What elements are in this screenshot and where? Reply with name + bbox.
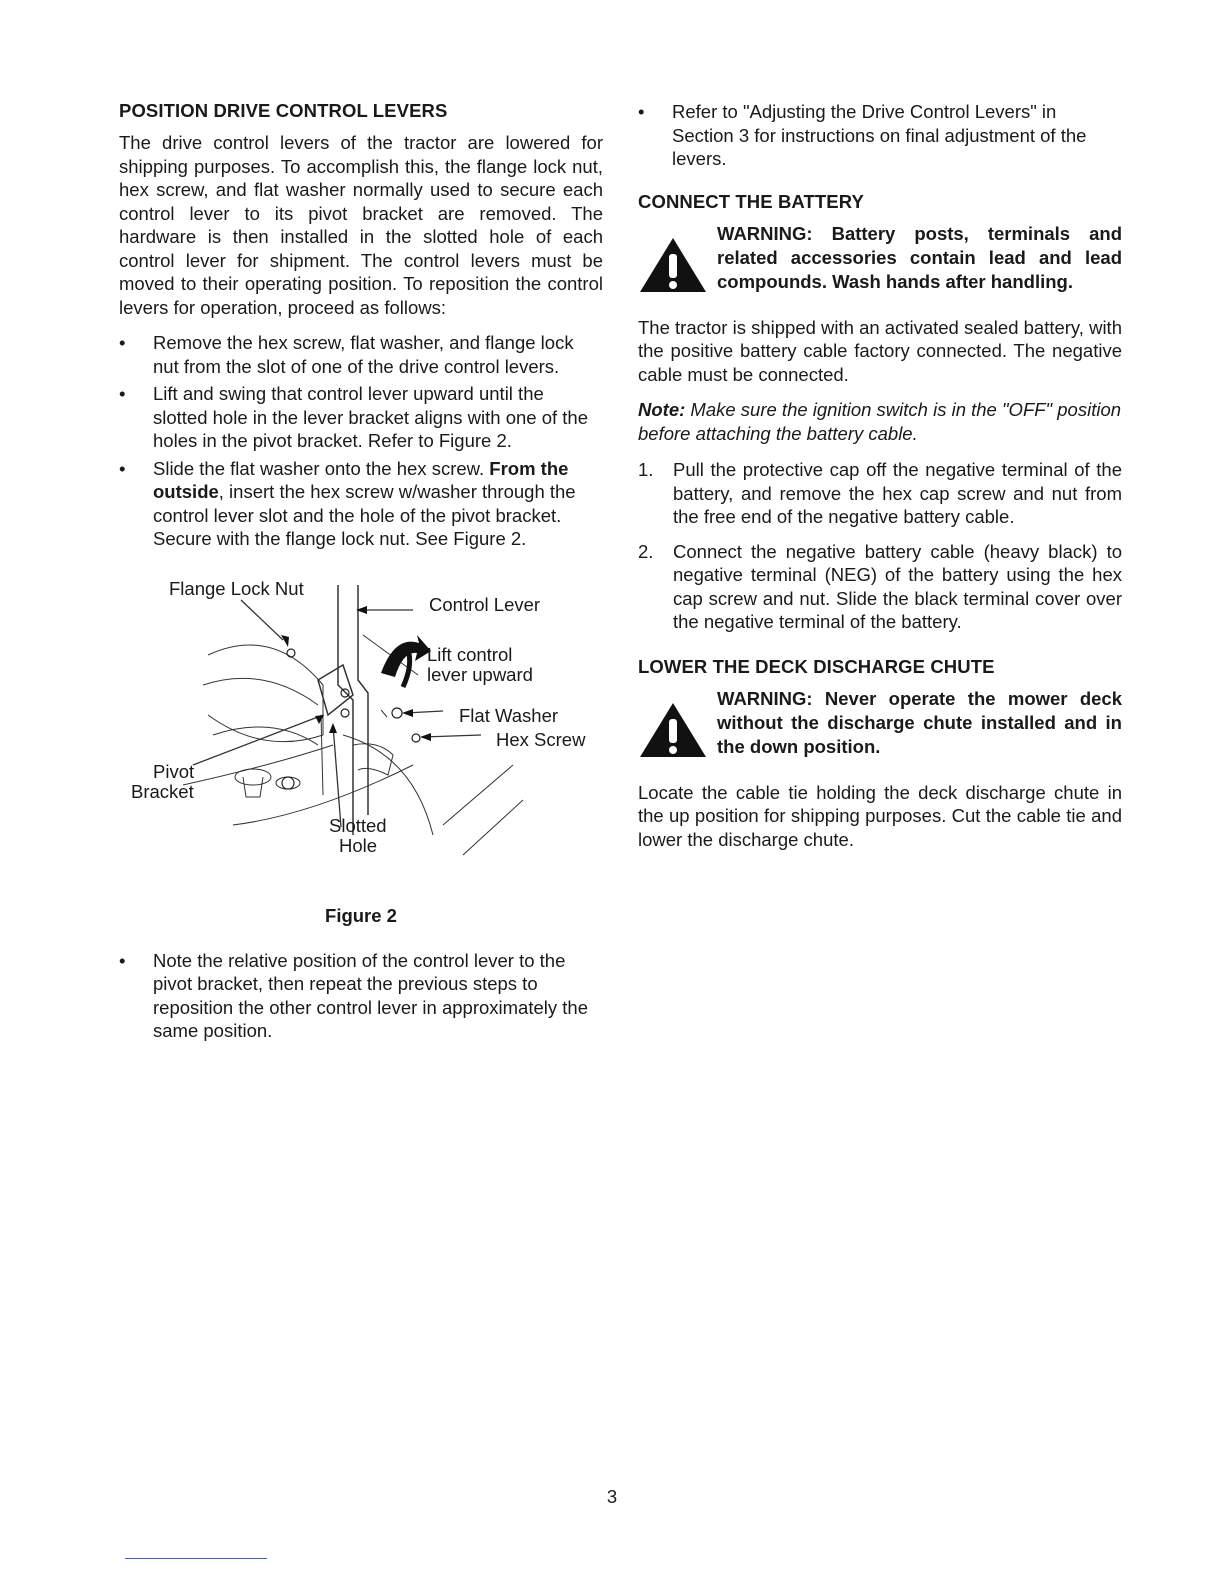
arrowhead bbox=[281, 635, 289, 647]
step-text: Connect the negative battery cable (heavy black) to negative terminal (NEG) of the battery using the hex cap screw and nut. Slide the black terminal cover over the negative terminal of the battery. bbox=[673, 540, 1122, 632]
list-item-text: Note the relative position of the control lever to the pivot bracket, then repeat the previous steps to reposition the other control lever in approximately the same position. bbox=[153, 949, 588, 1041]
step-number: 2. bbox=[638, 540, 654, 562]
leader-line bbox=[241, 600, 283, 640]
list-item bbox=[119, 382, 603, 453]
clip bbox=[353, 743, 393, 774]
list-item-text: , insert the hex screw w/washer through the control lever slot and the hole of the pivot bracket. Secure with the flange lock nut. See Figure 2. bbox=[153, 481, 576, 549]
warning-text: WARNING: Never operate the mower deck without the discharge chute installed and in the down position. bbox=[717, 687, 1122, 757]
instruction-list bbox=[119, 949, 603, 1043]
leader-line bbox=[333, 725, 341, 827]
lift-arrow-icon bbox=[381, 635, 431, 677]
knob bbox=[235, 769, 271, 785]
bullet-symbol: • bbox=[119, 457, 126, 479]
hex-screw bbox=[412, 734, 420, 742]
leader-line bbox=[423, 735, 481, 737]
fender-line bbox=[463, 800, 523, 855]
flat-washer bbox=[392, 708, 402, 718]
section-heading-chute: LOWER THE DECK DISCHARGE CHUTE bbox=[638, 655, 995, 677]
list-item-text: Remove the hex screw, flat washer, and flange lock nut from the slot of one of the drive control levers. bbox=[153, 332, 574, 377]
bullet-symbol: • bbox=[638, 101, 645, 122]
leader-line bbox=[381, 710, 387, 717]
note bbox=[638, 398, 1122, 445]
instruction-list bbox=[119, 331, 603, 551]
flange-lock-nut bbox=[287, 649, 295, 657]
knob-base bbox=[276, 777, 300, 789]
control-lever bbox=[358, 585, 368, 815]
instruction-list bbox=[638, 100, 1122, 171]
list-item bbox=[119, 949, 603, 1043]
bullet-symbol: • bbox=[119, 332, 126, 353]
label-flat-washer: Flat Washer bbox=[459, 704, 559, 726]
seat-line bbox=[203, 678, 318, 705]
step-item bbox=[638, 458, 1122, 529]
label-control-lever: Control Lever bbox=[429, 593, 541, 615]
battery-steps bbox=[638, 458, 1122, 634]
label-hex-screw: Hex Screw bbox=[496, 728, 586, 750]
page-number: 3 bbox=[606, 1486, 618, 1507]
label-bracket: Bracket bbox=[131, 780, 194, 802]
label-flange-lock-nut: Flange Lock Nut bbox=[169, 577, 304, 599]
warning-icon bbox=[638, 701, 708, 759]
section-heading-battery: CONNECT THE BATTERY bbox=[638, 190, 864, 212]
list-item-text: Lift and swing that control lever upward until the slotted hole in the lever bracket aligns with one of the holes in the pivot bracket. Refer to Figure 2. bbox=[153, 383, 589, 451]
bullet-symbol: • bbox=[119, 383, 126, 404]
knob bbox=[243, 777, 263, 797]
label-pivot: Pivot bbox=[153, 760, 195, 782]
note-text: Make sure the ignition switch is in the "OFF" position before attaching the battery cable. bbox=[638, 399, 1122, 444]
deck-line bbox=[183, 745, 333, 785]
fender-line bbox=[443, 765, 513, 825]
step-text: Pull the protective cap off the negative terminal of the battery, and remove the hex cap screw and nut from the free end of the negative battery cable. bbox=[673, 459, 1122, 527]
figure-caption: Figure 2 bbox=[325, 904, 397, 926]
footer-divider bbox=[125, 1558, 267, 1559]
section-heading-drive-levers: POSITION DRIVE CONTROL LEVERS bbox=[119, 100, 448, 121]
intro-paragraph: The drive control levers of the tractor are lowered for shipping purposes. To accomplish this, the flange lock nut, hex screw, and flat washer normally used to secure each control lever to its pivot bracket are removed. The hardware is then installed in the slotted hole of each control lever for shipment. The control levers must be moved to their operating position. To reposition the control levers for operation, proceed as follows: bbox=[119, 132, 603, 318]
step-number: 1. bbox=[638, 459, 654, 480]
bolt-hole bbox=[341, 709, 349, 717]
battery-paragraph: The tractor is shipped with an activated sealed battery, with the positive battery cable factory connected. The negative cable must be connected. bbox=[638, 316, 1122, 385]
warning-icon bbox=[638, 236, 708, 294]
bullet-symbol: • bbox=[119, 949, 126, 971]
chute-paragraph: Locate the cable tie holding the deck discharge chute in the up position for shipping purposes. Cut the cable tie and lower the discharge chute. bbox=[638, 781, 1122, 850]
list-item-text: Slide the flat washer onto the hex screw. bbox=[153, 457, 490, 479]
list-item bbox=[638, 100, 1122, 171]
left-column bbox=[119, 100, 603, 1047]
label-lift-control: Lift control bbox=[427, 643, 513, 665]
battery-warning bbox=[638, 222, 1122, 294]
label-lever-upward: lever upward bbox=[427, 663, 533, 685]
list-item bbox=[119, 457, 603, 551]
right-column bbox=[638, 100, 1122, 863]
list-item bbox=[119, 331, 603, 378]
knob-cap bbox=[282, 777, 294, 789]
list-item-emphasis: From the outside bbox=[153, 457, 569, 502]
arrowhead bbox=[329, 723, 337, 733]
note-label: Note: bbox=[638, 399, 686, 420]
arrowhead bbox=[420, 733, 431, 741]
label-slotted: Slotted bbox=[329, 814, 387, 836]
arrowhead bbox=[402, 709, 413, 717]
chute-warning bbox=[638, 687, 1122, 759]
list-item-text: Refer to "Adjusting the Drive Control Levers" in Section 3 for instructions on final adjustment of the levers. bbox=[672, 101, 1087, 169]
step-item bbox=[638, 540, 1122, 634]
figure-2-diagram bbox=[113, 565, 597, 905]
label-hole: Hole bbox=[339, 834, 378, 856]
warning-text: WARNING: Battery posts, terminals and related accessories contain lead and lead compounds. Wash hands after handling. bbox=[717, 222, 1122, 292]
seat-line bbox=[213, 727, 318, 745]
